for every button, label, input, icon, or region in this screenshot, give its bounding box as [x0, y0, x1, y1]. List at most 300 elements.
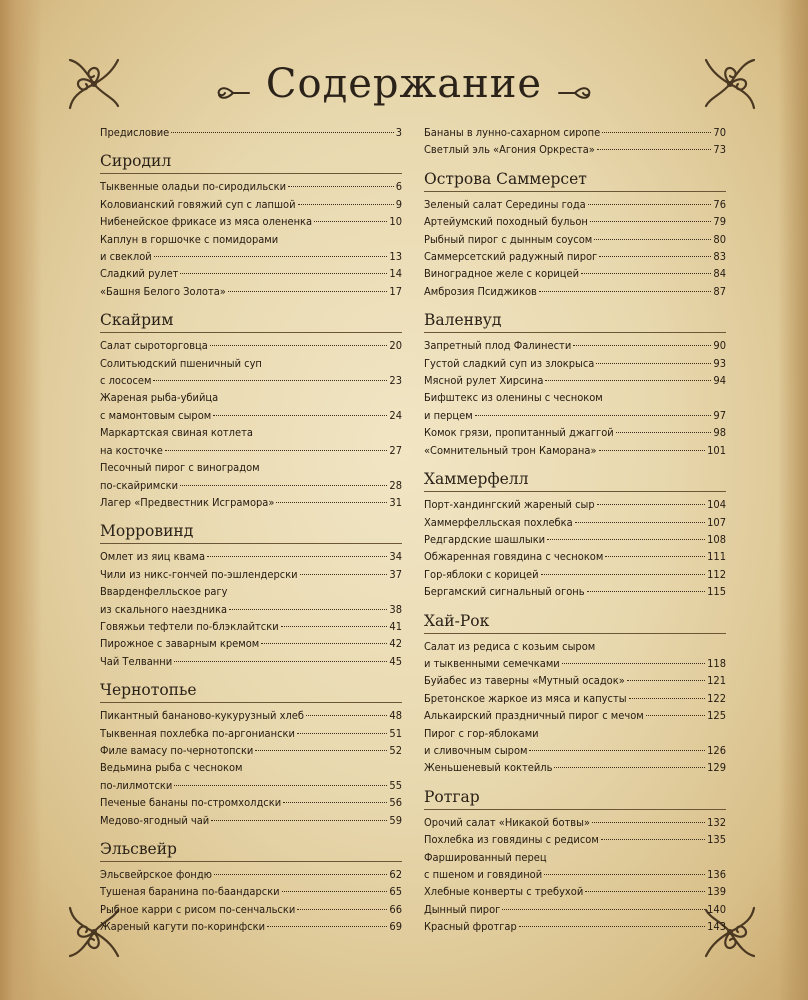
toc-entry-text: Лагер «Предвестник Исграмора» — [100, 495, 275, 509]
toc-entry[interactable] — [100, 548, 402, 565]
toc-entry[interactable] — [100, 812, 402, 829]
dot-leader — [288, 186, 394, 187]
toc-entry[interactable] — [100, 653, 402, 670]
section-heading: Ротгар — [424, 787, 480, 806]
toc-entry-text: Красный фротгар — [424, 920, 517, 934]
toc-entry-row — [100, 248, 402, 265]
toc-page-number: 97 — [713, 408, 726, 422]
toc-entry[interactable] — [424, 707, 726, 724]
dot-leader — [599, 256, 711, 257]
toc-entry[interactable] — [100, 196, 402, 213]
toc-entry-row — [100, 283, 402, 300]
toc-section — [100, 149, 402, 300]
toc-entry-text: с лососем — [100, 374, 152, 388]
toc-page-number: 136 — [707, 868, 726, 881]
dot-leader — [581, 273, 711, 274]
toc-entry-row — [100, 918, 402, 935]
toc-entry-text: Предисловие — [100, 126, 170, 139]
section-heading: Эльсвейр — [100, 840, 177, 858]
dot-leader — [541, 574, 706, 575]
toc-entry-text: Хаммерфелльская похлебка — [424, 515, 573, 529]
toc-entry[interactable] — [100, 213, 402, 230]
toc-page-number: 143 — [707, 920, 726, 934]
section-heading: Морровинд — [100, 522, 194, 541]
toc-entry-row — [424, 707, 726, 724]
toc-page-number: 139 — [707, 885, 726, 899]
toc-entry[interactable] — [100, 494, 402, 511]
toc-entry-row — [424, 442, 726, 459]
page-title: Содержание — [265, 61, 543, 107]
toc-entry-row — [424, 196, 726, 213]
toc-entry-text: Густой сладкий суп из злокрыса — [424, 356, 595, 370]
toc-entry[interactable] — [100, 618, 402, 635]
dot-leader — [211, 820, 387, 821]
toc-page-number: 48 — [389, 709, 402, 723]
toc-entry-text: Салат из редиса с козьим сыром — [424, 639, 596, 653]
toc-entry-text: Чили из никс-гончей по-эшлендерски — [100, 567, 298, 581]
toc-entry-text: Тыквенная похлебка по-аргониански — [100, 726, 295, 740]
toc-page-number: 70 — [713, 126, 726, 139]
dot-leader — [601, 839, 705, 840]
dot-leader — [585, 891, 705, 892]
dot-leader — [562, 663, 705, 664]
toc-entry-text: «Башня Белого Золота» — [100, 284, 226, 298]
toc-page-number: 126 — [707, 743, 726, 757]
toc-entry-row — [100, 213, 402, 230]
toc-page-number: 20 — [389, 339, 402, 353]
dot-leader — [475, 415, 712, 416]
dot-leader — [180, 273, 387, 274]
dot-leader — [587, 591, 706, 592]
toc-entry-text: Медово-ягодный чай — [100, 813, 210, 827]
toc-entry-row — [424, 514, 726, 531]
toc-entry[interactable] — [100, 901, 402, 918]
dot-leader — [646, 715, 705, 716]
toc-entry[interactable] — [424, 355, 726, 372]
toc-entry-row — [424, 337, 726, 354]
toc-page-number: 31 — [389, 495, 402, 509]
toc-page-number: 55 — [389, 778, 402, 792]
toc-entry-text: Рыбное карри с рисом по-сенчальски — [100, 902, 296, 916]
toc-entry-text: и перцем — [424, 408, 473, 422]
dot-leader — [588, 204, 712, 205]
dot-leader — [228, 291, 388, 292]
toc-entry-row — [100, 407, 402, 424]
toc-page-number: 98 — [713, 426, 726, 440]
dot-leader — [281, 626, 388, 627]
toc-entry-row — [100, 707, 402, 724]
dot-leader — [214, 874, 387, 875]
dot-leader — [153, 380, 387, 381]
toc-entry-text: из скального наездника — [100, 602, 228, 616]
toc-entry-text: Бретонское жаркое из мяса и капусты — [424, 691, 627, 705]
toc-entry[interactable] — [100, 124, 402, 141]
dot-leader — [597, 149, 712, 150]
toc-entry[interactable] — [100, 883, 402, 900]
page-edge-right — [778, 0, 808, 1000]
toc-entry-text: Амброзия Псиджиков — [424, 284, 537, 298]
toc-page-number: 121 — [707, 674, 726, 688]
toc-entry[interactable] — [424, 337, 726, 354]
dot-leader — [154, 256, 388, 257]
toc-entry-text: Светлый эль «Агония Оркреста» — [424, 143, 595, 157]
toc-entry-row — [100, 372, 402, 389]
dot-leader — [592, 822, 705, 823]
toc-entry-text: Запретный плод Фалинести — [424, 339, 572, 353]
toc-entry[interactable] — [424, 372, 726, 389]
toc-page-number: 94 — [713, 374, 726, 388]
toc-entry-row — [424, 690, 726, 707]
toc-entry-row — [424, 213, 726, 230]
dot-leader — [283, 802, 387, 803]
dot-leader — [599, 450, 706, 451]
toc-page-number: 52 — [389, 743, 402, 757]
toc-entry[interactable] — [100, 583, 402, 618]
toc-entry-text: Пирог с гор-яблоками — [424, 726, 539, 740]
toc-entry-row — [100, 196, 402, 213]
dot-leader — [210, 345, 388, 346]
toc-page-number: 73 — [713, 143, 726, 157]
toc-entry[interactable] — [424, 265, 726, 282]
toc-entry[interactable] — [100, 424, 402, 459]
toc-page-number: 41 — [389, 619, 402, 633]
dot-leader — [519, 926, 705, 927]
section-heading: Хай-Рок — [424, 611, 490, 630]
toc-entry-text: и тыквенными семечками — [424, 656, 560, 670]
toc-entry-text: Фаршированный перец — [424, 850, 547, 864]
toc-entry-text: «Сомнительный трон Каморана» — [424, 443, 597, 457]
toc-entry-row — [424, 918, 726, 935]
toc-entry[interactable] — [424, 196, 726, 213]
toc-entry-row — [424, 831, 726, 848]
toc-page-number: 9 — [395, 197, 402, 211]
toc-entry-text: Филе вамасу по-чернотопски — [100, 743, 254, 757]
toc-entry[interactable] — [100, 918, 402, 935]
toc-entry-row — [100, 725, 402, 742]
toc-entry-row — [424, 566, 726, 583]
toc-entry-row — [100, 742, 402, 759]
toc-entry-row — [100, 548, 402, 565]
toc-entry-text: Похлебка из говядины с редисом — [424, 833, 599, 847]
toc-page-number: 24 — [389, 408, 402, 422]
toc-page-number: 93 — [713, 356, 726, 370]
toc-entry-row — [424, 496, 726, 513]
toc-entry[interactable] — [100, 337, 402, 354]
dot-leader — [544, 874, 705, 875]
toc-entry-row — [100, 566, 402, 583]
toc-entry-text: Пирожное с заварным кремом — [100, 637, 260, 651]
dot-leader — [213, 415, 387, 416]
toc-entry-row — [100, 777, 402, 794]
toc-page-number: 90 — [713, 339, 726, 353]
toc-entry-text: Хлебные конверты с требухой — [424, 885, 584, 899]
toc-entry[interactable] — [424, 389, 726, 424]
toc-entry-row — [424, 883, 726, 900]
section-heading: Сиродил — [100, 152, 172, 171]
toc-entry[interactable] — [424, 531, 726, 548]
toc-entry-text: Каплун в горшочке с помидорами — [100, 232, 279, 246]
toc-page-number: 17 — [389, 284, 402, 298]
toc-entry-text: Гор-яблоки с корицей — [424, 567, 539, 581]
toc-entry-row — [100, 653, 402, 670]
toc-page-number: 28 — [389, 478, 402, 492]
toc-section — [424, 467, 726, 600]
toc-page-number: 27 — [389, 443, 402, 457]
toc-page-number: 3 — [395, 126, 402, 139]
toc-entry[interactable] — [424, 283, 726, 300]
toc-page-number: 13 — [389, 250, 402, 264]
dot-leader — [180, 485, 387, 486]
dot-leader — [597, 504, 705, 505]
toc-entry[interactable] — [100, 178, 402, 195]
toc-entry[interactable] — [424, 883, 726, 900]
toc-entry[interactable] — [424, 231, 726, 248]
toc-entry-row — [424, 866, 726, 883]
toc-section — [424, 609, 726, 777]
toc-entry-text: на косточке — [100, 443, 163, 457]
toc-entry-text: Редгардские шашлыки — [424, 532, 546, 546]
dot-leader — [573, 345, 711, 346]
dot-leader — [629, 698, 706, 699]
toc-entry[interactable] — [424, 548, 726, 565]
toc-entry[interactable] — [424, 831, 726, 848]
toc-page-number: 132 — [707, 815, 726, 829]
dot-leader — [594, 239, 711, 240]
toc-entry-row — [424, 742, 726, 759]
toc-section — [424, 124, 726, 159]
toc-entry[interactable] — [100, 265, 402, 282]
toc-entry-row — [424, 372, 726, 389]
toc-page-number: 45 — [389, 654, 402, 668]
toc-entry[interactable] — [100, 459, 402, 494]
toc-page-number: 108 — [707, 532, 726, 546]
dot-leader — [616, 432, 712, 433]
toc-entry-text: Бананы в лунно-сахарном сиропе — [424, 126, 601, 139]
toc-entry-text: Артейумский походный бульон — [424, 215, 588, 229]
toc-entry-row — [424, 901, 726, 918]
toc-entry-row — [424, 759, 726, 776]
dot-leader — [261, 643, 387, 644]
toc-page-number: 42 — [389, 637, 402, 651]
toc-entry-text: Салат сыроторговца — [100, 339, 208, 353]
title-ornament-right-icon — [557, 83, 593, 103]
toc-entry[interactable] — [424, 496, 726, 513]
dot-leader — [502, 909, 705, 910]
toc-page-number: 6 — [395, 180, 402, 194]
toc-section — [100, 837, 402, 936]
toc-page-number: 125 — [707, 709, 726, 723]
toc-page-number: 140 — [707, 902, 726, 916]
toc-section — [424, 785, 726, 936]
toc-entry-row — [424, 548, 726, 565]
toc-entry[interactable] — [100, 794, 402, 811]
toc-entry-text: Женьшеневый коктейль — [424, 761, 553, 775]
toc-entry-row — [100, 124, 402, 141]
toc-entry-row — [100, 866, 402, 883]
section-divider — [100, 173, 402, 174]
section-divider — [424, 191, 726, 192]
toc-entry-text: Бифштекс из оленины с чесноком — [424, 391, 603, 405]
toc-entry-row — [100, 883, 402, 900]
toc-entry[interactable] — [424, 849, 726, 884]
toc-entry[interactable] — [100, 389, 402, 424]
toc-entry[interactable] — [424, 759, 726, 776]
toc-entry-row — [424, 583, 726, 600]
toc-entry-text: Сладкий рулет — [100, 267, 179, 281]
toc-entry[interactable] — [424, 514, 726, 531]
toc-column-right — [424, 124, 726, 944]
toc-entry-row — [424, 655, 726, 672]
dot-leader — [207, 556, 387, 557]
toc-entry[interactable] — [424, 248, 726, 265]
toc-entry[interactable] — [100, 231, 402, 266]
toc-entry-text: и сливочным сыром — [424, 743, 528, 757]
toc-entry-row — [424, 141, 726, 158]
toc-entry-text: Омлет из яиц квама — [100, 550, 206, 564]
section-heading: Острова Саммерсет — [424, 169, 587, 188]
toc-page-number: 87 — [713, 284, 726, 298]
toc-entry-row — [100, 635, 402, 652]
toc-entry-text: Орочий салат «Никакой ботвы» — [424, 815, 590, 829]
section-heading: Хаммерфелл — [424, 470, 529, 489]
toc-section — [424, 167, 726, 300]
toc-entry[interactable] — [100, 566, 402, 583]
toc-entry[interactable] — [424, 124, 726, 141]
dot-leader — [545, 380, 711, 381]
toc-entry[interactable] — [100, 759, 402, 794]
section-heading: Скайрим — [100, 311, 174, 330]
toc-page-number: 122 — [707, 691, 726, 705]
toc-section — [100, 308, 402, 511]
toc-entry-text: Обжаренная говядина с чесноком — [424, 550, 604, 564]
toc-entry-text: Алькаирский праздничный пирог с мечом — [424, 709, 644, 723]
toc-page-number: 135 — [707, 833, 726, 847]
section-heading: Валенвуд — [424, 311, 502, 330]
toc-entry[interactable] — [424, 918, 726, 935]
toc-entry-text: Вварденфелльское рагу — [100, 585, 228, 599]
toc-entry-text: Чай Телванни — [100, 654, 173, 668]
toc-section — [424, 308, 726, 459]
toc-entry-row — [424, 531, 726, 548]
toc-page-number: 79 — [713, 215, 726, 229]
toc-column-left — [100, 124, 402, 944]
toc-page-number: 83 — [713, 250, 726, 264]
section-divider — [100, 332, 402, 333]
toc-entry-text: Печеные бананы по-стромхолдски — [100, 796, 282, 810]
toc-entry-text: с пшеном и говядиной — [424, 868, 543, 881]
toc-entry-text: по-лилмотски — [100, 778, 173, 792]
toc-entry[interactable] — [424, 690, 726, 707]
toc-page-number: 38 — [389, 602, 402, 616]
toc-entry-text: Солитьюдский пшеничный суп — [100, 356, 262, 370]
toc-page-number: 129 — [707, 761, 726, 775]
toc-entry-row — [424, 124, 726, 141]
toc-page-number: 23 — [389, 374, 402, 388]
toc-entry-row — [100, 337, 402, 354]
toc-entry-row — [100, 178, 402, 195]
dot-leader — [174, 785, 387, 786]
section-divider — [424, 809, 726, 810]
toc-section — [100, 124, 402, 141]
toc-entry[interactable] — [100, 742, 402, 759]
toc-entry-text: Саммерсетский радужный пирог — [424, 250, 598, 264]
toc-entry[interactable] — [100, 283, 402, 300]
dot-leader — [171, 132, 393, 133]
toc-entry-text: Рыбный пирог с дынным соусом — [424, 232, 593, 246]
toc-entry[interactable] — [424, 638, 726, 673]
toc-entry-text: Дынный пирог — [424, 902, 501, 916]
section-divider — [100, 702, 402, 703]
toc-entry[interactable] — [100, 725, 402, 742]
toc-entry[interactable] — [424, 901, 726, 918]
toc-entry-row — [100, 794, 402, 811]
toc-entry-row — [100, 618, 402, 635]
toc-page-number: 56 — [389, 796, 402, 810]
toc-entry[interactable] — [424, 442, 726, 459]
toc-entry[interactable] — [424, 213, 726, 230]
toc-page-number: 115 — [707, 585, 726, 599]
toc-entry-text: с мамонтовым сыром — [100, 408, 212, 422]
toc-entry[interactable] — [424, 583, 726, 600]
toc-entry[interactable] — [424, 424, 726, 441]
toc-entry-text: и свеклой — [100, 250, 152, 264]
toc-entry[interactable] — [100, 355, 402, 390]
toc-entry-row — [424, 355, 726, 372]
dot-leader — [602, 132, 711, 133]
toc-entry[interactable] — [424, 566, 726, 583]
toc-page-number: 51 — [389, 726, 402, 740]
dot-leader — [314, 221, 387, 222]
toc-entry-text: Буйабес из таверны «Мутный осадок» — [424, 674, 625, 688]
toc-entry[interactable] — [424, 141, 726, 158]
toc-entry-row — [100, 494, 402, 511]
dot-leader — [529, 750, 705, 751]
title-ornament-left-icon — [215, 83, 251, 103]
toc-entry[interactable] — [100, 866, 402, 883]
toc-entry-text: Бергамский сигнальный огонь — [424, 585, 585, 599]
toc-entry[interactable] — [100, 707, 402, 724]
toc-entry[interactable] — [100, 635, 402, 652]
toc-entry-row — [424, 283, 726, 300]
dot-leader — [276, 502, 387, 503]
toc-section — [100, 519, 402, 670]
dot-leader — [174, 661, 387, 662]
toc-page-number: 62 — [389, 868, 402, 881]
toc-entry[interactable] — [424, 814, 726, 831]
toc-entry[interactable] — [424, 725, 726, 760]
toc-entry-row — [100, 442, 402, 459]
toc-page-number: 14 — [389, 267, 402, 281]
dot-leader — [627, 680, 705, 681]
dot-leader — [605, 556, 705, 557]
toc-page-number: 66 — [389, 902, 402, 916]
toc-entry-row — [424, 407, 726, 424]
toc-entry-text: по-скайримски — [100, 478, 179, 492]
toc-page-number: 84 — [713, 267, 726, 281]
toc-entry-text: Нибенейское фрикасе из мяса олененка — [100, 215, 313, 229]
toc-page-number: 101 — [707, 443, 726, 457]
toc-page-number: 107 — [707, 515, 726, 529]
toc-entry-text: Говяжьи тефтели по-блэклайтски — [100, 619, 279, 633]
toc-entry-text: Комок грязи, пропитанный джаггой — [424, 426, 614, 440]
toc-entry-row — [100, 812, 402, 829]
toc-entry[interactable] — [424, 672, 726, 689]
toc-entry-text: Тыквенные оладьи по-сиродильски — [100, 180, 287, 194]
toc-entry-text: Тушеная баранина по-баандарски — [100, 885, 280, 899]
toc-entry-row — [424, 248, 726, 265]
toc-entry-text: Эльсвейрское фондю — [100, 868, 213, 881]
dot-leader — [165, 450, 388, 451]
